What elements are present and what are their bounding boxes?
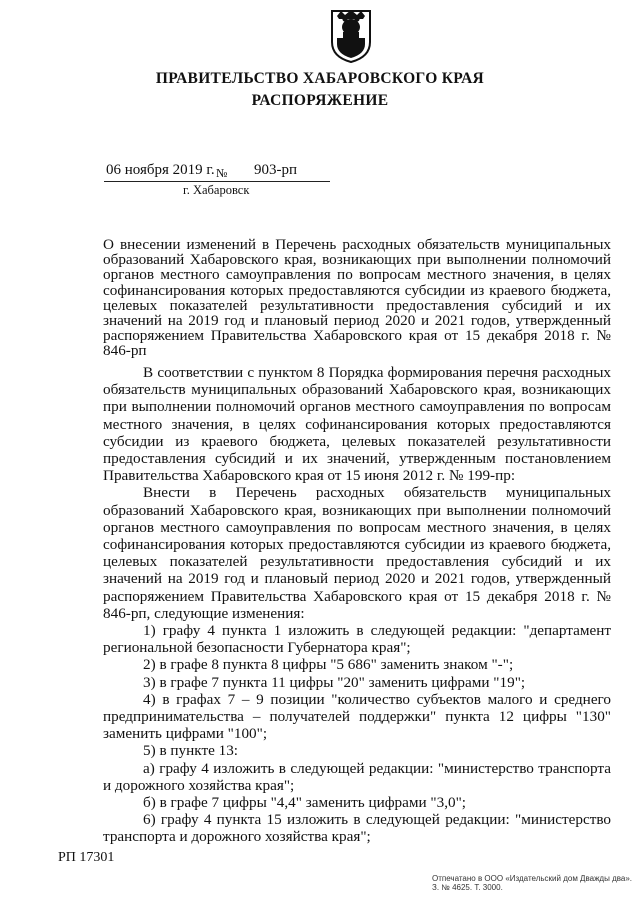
body-paragraph: 3) в графе 7 пункта 11 цифры "20" заменить цифрами "19"; bbox=[143, 673, 526, 691]
footer-code: РП 17301 bbox=[58, 850, 115, 865]
document-body bbox=[103, 364, 611, 846]
body-paragraph: В соответствии с пунктом 8 Порядка формирования перечня расходных обязательств муниципальных образований Хабаровского края, возникающих при выполнении полномочий органов местного самоуправления по вопросам местного значения, в целях софинансирования которых предоставляются субсидии из краевого бюджета, целевых показателей результативности предоставления субсидий и их значений, утвержденным постановлением Правительства Хабаровского края от 15 июня 2012 г. № 199-пр: bbox=[103, 364, 611, 485]
government-title: ПРАВИТЕЛЬСТВО ХАБАРОВСКОГО КРАЯ bbox=[155, 70, 485, 87]
number-label: № bbox=[216, 166, 228, 180]
document-city: г. Хабаровск bbox=[183, 183, 250, 197]
body-paragraph: 1) графу 4 пункта 1 изложить в следующей редакции: "департамент региональной безопасности Губернатора края"; bbox=[103, 622, 611, 657]
coat-of-arms-khabarovsk-icon bbox=[329, 8, 373, 64]
body-paragraph: 5) в пункте 13: bbox=[143, 742, 239, 760]
date-number-underline bbox=[104, 181, 330, 182]
document-number: 903-рп bbox=[254, 162, 298, 178]
body-paragraph: б) в графе 7 цифры "4,4" заменить цифрами "3,0"; bbox=[143, 794, 467, 812]
document-type-title: РАСПОРЯЖЕНИЕ bbox=[251, 92, 389, 109]
body-paragraph: 6) графу 4 пункта 15 изложить в следующей редакции: "министерство транспорта и дорожного хозяйства края"; bbox=[103, 811, 611, 846]
document-date: 06 ноября 2019 г. bbox=[106, 162, 215, 178]
printed-note: Отпечатано в ООО «Издательский дом Дважды два». З. № 4625. Т. 3000. bbox=[432, 874, 633, 892]
body-paragraph: Внести в Перечень расходных обязательств муниципальных образований Хабаровского края, возникающих при выполнении полномочий органов местного самоуправления по вопросам местного значения, в целях софинансирования которых предоставляются субсидии из краевого бюджета, целевых показателей результативности предоставления субсидий и их значений на 2019 год и плановый период 2020 и 2021 годов, утвержденный распоряжением Правительства Хабаровского края от 15 декабря 2018 г. № 846-рп, следующие изменения: bbox=[103, 484, 611, 622]
document-subject: О внесении изменений в Перечень расходных обязательств муниципальных образований Хабаровского края, возникающих при выполнении полномочий органов местного самоуправления по вопросам местного значения, в целях софинансирования которых предоставляются субсидии из краевого бюджета, целевых показателей результативности предоставления субсидий и их значений на 2019 год и плановый период 2020 и 2021 годов, утвержденный распоряжением Правительства Хабаровского края от 15 декабря 2018 г. № 846-рп bbox=[103, 236, 611, 360]
body-paragraph: а) графу 4 изложить в следующей редакции: "министерство транспорта и дорожного хозяйства края"; bbox=[103, 759, 611, 794]
body-paragraph: 4) в графах 7 – 9 позиции "количество субъектов малого и среднего предпринимательства – получателей поддержки" пункта 12 цифры "130" заменить цифрами "100"; bbox=[103, 690, 611, 743]
body-paragraph: 2) в графе 8 пункта 8 цифры "5 686" заменить знаком "-"; bbox=[143, 656, 514, 674]
